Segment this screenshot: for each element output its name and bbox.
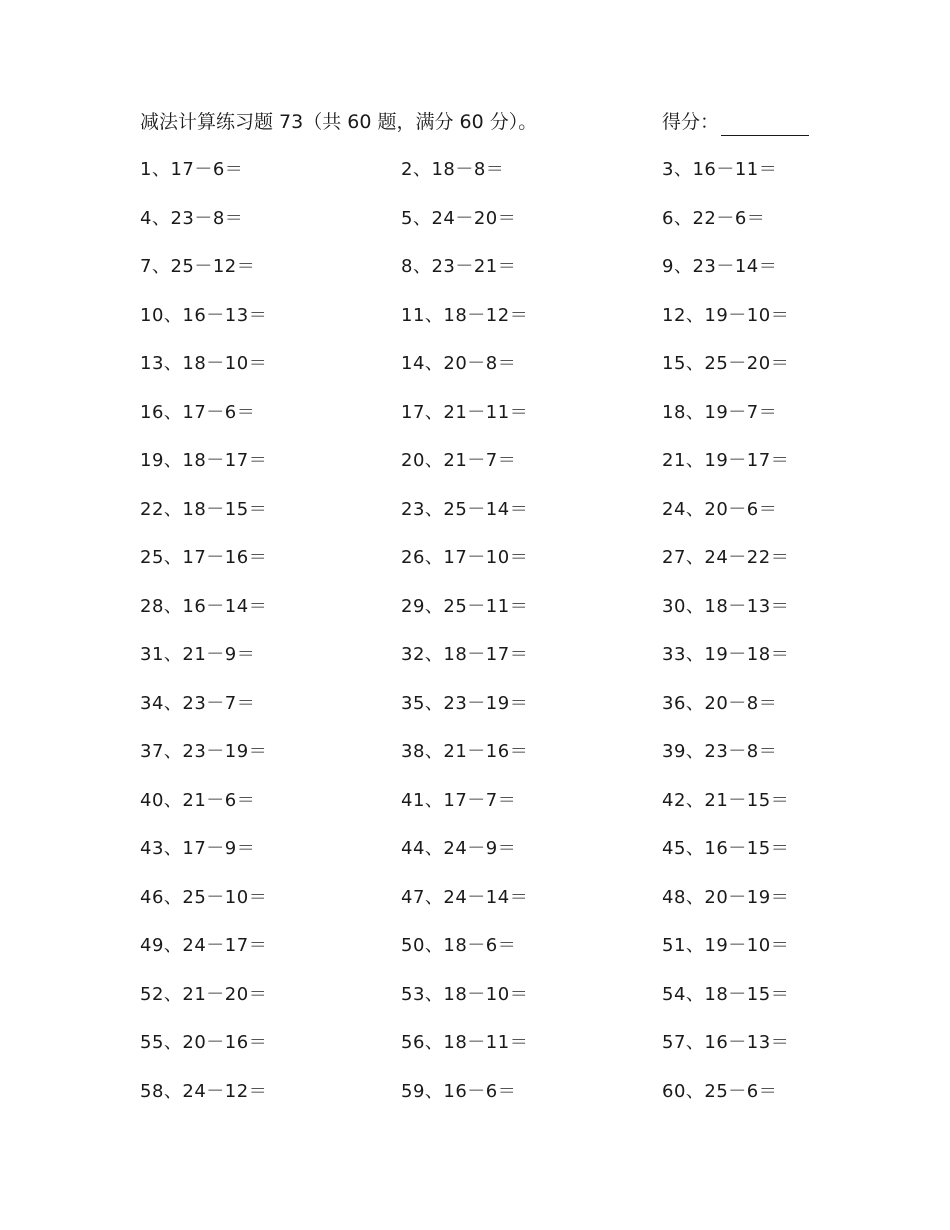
problem-item: 48、20－19＝ (662, 886, 790, 908)
problem-item: 40、21－6＝ (140, 789, 256, 811)
problem-item: 11、18－12＝ (401, 304, 529, 326)
score-field (662, 108, 809, 136)
problem-item: 30、18－13＝ (662, 595, 790, 617)
problem-item: 14、20－8＝ (401, 353, 517, 374)
problem-item: 29、25－11＝ (401, 595, 529, 617)
worksheet-header (140, 108, 820, 136)
problem-item: 21、19－17＝ (662, 450, 790, 471)
problem-item: 39、23－8＝ (662, 741, 778, 762)
problem-item: 57、16－13＝ (662, 1032, 790, 1053)
problem-item: 59、16－6＝ (401, 1080, 517, 1102)
problem-item: 54、18－15＝ (662, 983, 790, 1005)
problem-item: 17、21－11＝ (401, 401, 529, 423)
problem-item: 58、24－12＝ (140, 1080, 268, 1102)
problem-item: 33、19－18＝ (662, 644, 790, 665)
problem-item: 18、19－7＝ (662, 401, 778, 423)
problem-item: 15、25－20＝ (662, 353, 790, 374)
problem-item: 4、23－8＝ (140, 207, 244, 229)
problem-item: 23、25－14＝ (401, 498, 529, 520)
problem-item: 27、24－22＝ (662, 547, 790, 568)
problem-item: 3、16－11＝ (662, 159, 778, 180)
problem-item: 19、18－17＝ (140, 450, 268, 471)
problem-item: 50、18－6＝ (401, 935, 517, 956)
score-blank-line[interactable] (721, 113, 809, 136)
problem-item: 8、23－21＝ (401, 256, 517, 277)
problem-item: 34、23－7＝ (140, 692, 256, 714)
problem-item: 56、18－11＝ (401, 1032, 529, 1053)
problem-item: 45、16－15＝ (662, 838, 790, 859)
problem-item: 37、23－19＝ (140, 741, 268, 762)
problem-item: 12、19－10＝ (662, 304, 790, 326)
problem-item: 7、25－12＝ (140, 256, 256, 277)
problem-item: 32、18－17＝ (401, 644, 529, 665)
problem-item: 47、24－14＝ (401, 886, 529, 908)
problem-item: 6、22－6＝ (662, 207, 766, 229)
problem-item: 22、18－15＝ (140, 498, 268, 520)
worksheet-title: 减法计算练习题 73（共 60 题，满分 60 分）。 (140, 111, 538, 133)
problem-item: 1、17－6＝ (140, 159, 244, 180)
problem-item: 42、21－15＝ (662, 789, 790, 811)
problem-item: 49、24－17＝ (140, 935, 268, 956)
problem-grid (140, 156, 840, 1126)
problem-item: 38、21－16＝ (401, 741, 529, 762)
problem-item: 9、23－14＝ (662, 256, 778, 277)
problem-item: 2、18－8＝ (401, 159, 505, 180)
problem-item: 46、25－10＝ (140, 886, 268, 908)
problem-item: 24、20－6＝ (662, 498, 778, 520)
problem-item: 53、18－10＝ (401, 983, 529, 1005)
problem-item: 60、25－6＝ (662, 1080, 778, 1102)
problem-item: 20、21－7＝ (401, 450, 517, 471)
problem-item: 52、21－20＝ (140, 983, 268, 1005)
problem-item: 41、17－7＝ (401, 789, 517, 811)
problem-item: 51、19－10＝ (662, 935, 790, 956)
problem-item: 28、16－14＝ (140, 595, 268, 617)
problem-item: 36、20－8＝ (662, 692, 778, 714)
problem-item: 26、17－10＝ (401, 547, 529, 568)
problem-item: 43、17－9＝ (140, 838, 256, 859)
problem-item: 5、24－20＝ (401, 207, 517, 229)
problem-item: 13、18－10＝ (140, 353, 268, 374)
problem-item: 35、23－19＝ (401, 692, 529, 714)
problem-item: 16、17－6＝ (140, 401, 256, 423)
problem-item: 31、21－9＝ (140, 644, 256, 665)
score-label: 得分： (662, 111, 720, 133)
problem-item: 25、17－16＝ (140, 547, 268, 568)
problem-item: 55、20－16＝ (140, 1032, 268, 1053)
problem-item: 10、16－13＝ (140, 304, 268, 326)
problem-item: 44、24－9＝ (401, 838, 517, 859)
